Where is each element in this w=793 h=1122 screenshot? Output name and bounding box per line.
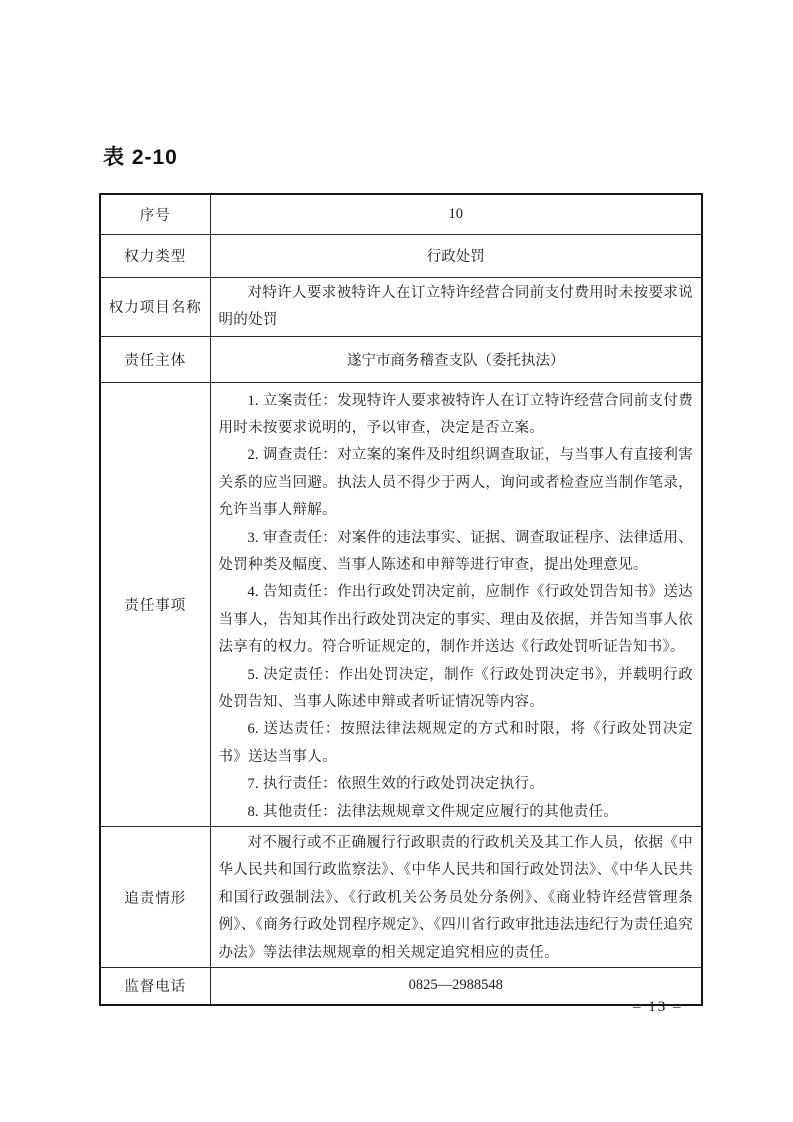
duty-item-1: 1. 立案责任：发现特许人要求被特许人在订立特许经营合同前支付费用时未按要求说明的，予以审查，决定是否立案。: [218, 392, 693, 436]
power-item-name-text: 对特许人要求被特许人在订立特许经营合同前支付费用时未按要求说明的处罚: [218, 284, 693, 328]
table-row-duty-items: [100, 382, 702, 827]
row-label-supervision-phone: 监督电话: [100, 968, 210, 1005]
row-value-duty-items: [210, 382, 702, 827]
row-label-power-type: 权力类型: [100, 234, 210, 277]
duty-item-4: 4. 告知责任：作出行政处罚决定前，应制作《行政处罚告知书》送达当事人，告知其作出行政处罚决定的事实、理由及依据，并告知当事人依法享有的权力。符合听证规定的，制作并送达《行政处罚听证告知书》。: [218, 584, 693, 656]
duty-item-7: 7. 执行责任：依照生效的行政处罚决定执行。: [247, 776, 545, 793]
table-caption: 表 2-10: [103, 146, 178, 169]
duty-item-6: 6. 送达责任：按照法律法规规定的方式和时限，将《行政处罚决定书》送达当事人。: [218, 721, 693, 765]
table-row-supervision-phone: [100, 968, 702, 1005]
row-value-sequence: 10: [210, 194, 702, 234]
accountability-text: 对不履行或不正确履行行政职责的行政机关及其工作人员，依据《中华人民共和国行政监察法》、《中华人民共和国行政处罚法》、《中华人民共和国行政强制法》、《行政机关公务员处分条例》、《商业特许经营管理条例》、《商务行政处罚程序规定》、《四川省行政审批违法违纪行为责任追究办法》等法律法规规章的相关规定追究相应的责任。: [218, 835, 693, 961]
table-row-responsible-subject: [100, 336, 702, 382]
duty-item-3: 3. 审查责任：对案件的违法事实、证据、调查取证程序、法律适用、处罚种类及幅度、当事人陈述和申辩等进行审查，提出处理意见。: [218, 529, 693, 573]
table-row-sequence: [100, 194, 702, 234]
row-value-supervision-phone: 0825—2988548: [210, 968, 702, 1005]
duty-item-2: 2. 调查责任：对立案的案件及时组织调查取证，与当事人有直接利害关系的应当回避。执法人员不得少于两人，询问或者检查应当制作笔录，允许当事人辩解。: [218, 447, 693, 519]
page-number: – 13 –: [633, 999, 683, 1015]
row-label-sequence: 序号: [100, 194, 210, 234]
row-value-accountability: [210, 827, 702, 968]
power-item-table: [99, 193, 703, 1006]
row-value-power-type: 行政处罚: [210, 234, 702, 277]
row-label-power-item-name: 权力项目名称: [100, 277, 210, 336]
row-label-accountability: 追责情形: [100, 827, 210, 968]
duty-item-8: 8. 其他责任：法律法规规章文件规定应履行的其他责任。: [247, 803, 619, 820]
row-value-responsible-subject: 遂宁市商务稽查支队（委托执法）: [210, 336, 702, 382]
table-row-power-item-name: [100, 277, 702, 336]
table-row-power-type: [100, 234, 702, 277]
table-row-accountability: [100, 827, 702, 968]
row-label-responsible-subject: 责任主体: [100, 336, 210, 382]
row-value-power-item-name: [210, 277, 702, 336]
duty-item-5: 5. 决定责任：作出处罚决定，制作《行政处罚决定书》，并载明行政处罚告知、当事人陈述申辩或者听证情况等内容。: [218, 666, 693, 710]
row-label-duty-items: 责任事项: [100, 382, 210, 827]
